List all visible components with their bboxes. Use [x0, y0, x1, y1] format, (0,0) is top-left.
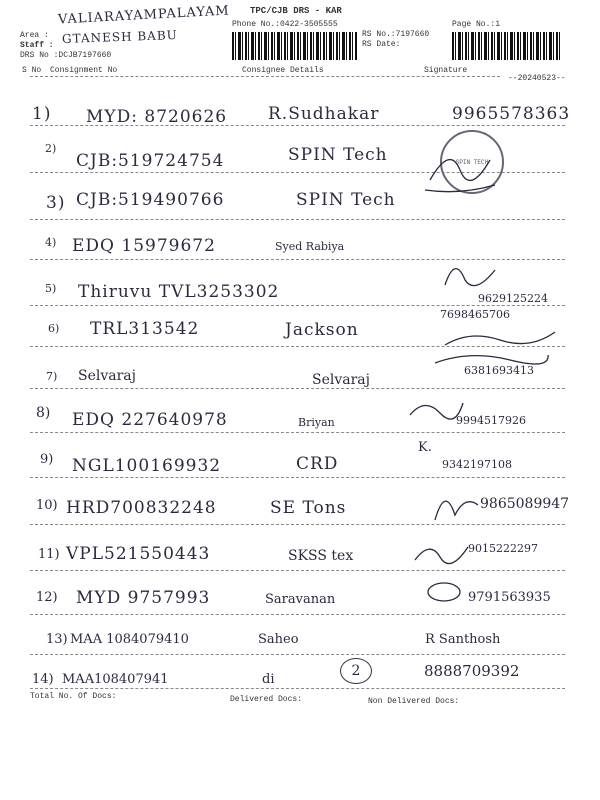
consignment-no: CJB:519724754 — [76, 151, 225, 171]
k-signature: K. — [418, 440, 432, 455]
row-number: 12) — [36, 590, 58, 605]
handwritten-area: VALIARAYAMPALAYAM — [57, 3, 230, 28]
consignee-name: Jackson — [285, 320, 359, 340]
col-consignment: Consignment No — [50, 66, 118, 75]
consignment-no: Selvaraj — [78, 368, 136, 384]
consignee-name: SPIN Tech — [288, 145, 388, 165]
phone-number: 9629125224 — [478, 292, 548, 305]
row-divider — [30, 688, 565, 689]
signature-scribble — [440, 255, 500, 295]
circled-number: 2 — [340, 658, 372, 684]
consignee-name: SPIN Tech — [296, 190, 396, 210]
phone-number: 9865089947 — [480, 496, 570, 512]
row-number: 13) — [46, 632, 68, 647]
row-number: 14) — [32, 672, 54, 687]
row-divider — [30, 219, 565, 220]
consignee-name: Selvaraj — [312, 372, 370, 388]
row-divider — [30, 614, 565, 615]
consignment-no: CJB:519490766 — [76, 190, 225, 210]
row-number: 10) — [36, 498, 58, 513]
consignee-name: Saheo — [258, 632, 299, 647]
non-delivered-docs: Non Delivered Docs: — [368, 697, 460, 706]
drs-title: TPC/CJB DRS - KAR — [250, 6, 342, 16]
delivered-docs: Delivered Docs: — [230, 695, 303, 704]
row-number: 11) — [38, 547, 60, 562]
row-number: 3) — [46, 193, 66, 213]
signature-scribble — [420, 140, 500, 200]
consignee-name: CRD — [296, 454, 339, 474]
row-divider — [30, 305, 565, 306]
col-signature: Signature — [424, 66, 468, 75]
consignment-no: HRD700832248 — [66, 498, 217, 518]
consignment-no: VPL521550443 — [66, 544, 211, 564]
signature-scribble — [422, 578, 472, 606]
row-number: 7) — [46, 370, 58, 383]
signature-scribble — [430, 345, 550, 370]
handwritten-staff: GTANESH BABU — [61, 27, 178, 47]
total-docs: Total No. Of Docs: — [30, 692, 117, 701]
staff-label: Staff : — [20, 41, 54, 50]
col-sno: S No — [22, 66, 42, 75]
page-number: Page No.:1 — [452, 20, 501, 29]
consignee-name: SKSS tex — [288, 548, 354, 564]
row-divider — [30, 654, 565, 655]
consignment-no: MAA 1084079410 — [70, 632, 189, 647]
row-number: 9) — [40, 452, 54, 467]
phone-number: 7698465706 — [440, 308, 510, 321]
consignment-no: MAA108407941 — [62, 672, 169, 687]
signature-name: R Santhosh — [425, 632, 501, 647]
consignment-no: NGL100169932 — [72, 456, 222, 476]
col-consignee: Consignee Details — [242, 66, 324, 75]
row-divider — [30, 477, 565, 478]
signature-scribble — [430, 485, 480, 525]
rs-date: RS Date: — [362, 40, 401, 49]
row-number: 2) — [45, 142, 57, 155]
phone-number: 9994517926 — [456, 414, 526, 427]
phone-number: 8888709392 — [424, 662, 520, 680]
signature-scribble — [410, 535, 470, 565]
row-number: 8) — [36, 405, 51, 421]
consignee-name: di — [262, 672, 275, 687]
signature-scribble — [405, 395, 465, 420]
row-number: 6) — [48, 322, 60, 335]
phone-number: 9015222297 — [468, 542, 538, 555]
phone-number: Phone No.:0422-3505555 — [232, 20, 338, 29]
drs-number: DRS No :DCJB7197660 — [20, 51, 112, 60]
consignment-no: MYD 9757993 — [76, 588, 211, 608]
phone-number: 9342197108 — [442, 458, 512, 471]
row-divider — [30, 125, 565, 126]
phone-number: 9791563935 — [468, 590, 551, 605]
barcode-right — [452, 32, 562, 60]
phone-number: 6381693413 — [464, 364, 534, 377]
stamp-text: SPIN TECH — [455, 158, 489, 166]
consignment-no: TRL313542 — [90, 319, 200, 339]
row-number: 4) — [45, 236, 57, 249]
row-divider — [30, 388, 565, 389]
report-date: --20240523-- — [508, 74, 566, 83]
row-divider — [30, 570, 565, 571]
consignee-name: SE Tons — [270, 498, 347, 518]
row-divider — [30, 524, 565, 525]
consignment-no: Thiruvu TVL3253302 — [78, 282, 280, 302]
consignee-name: R.Sudhakar — [268, 104, 380, 124]
consignee-name: Briyan — [298, 416, 335, 429]
consignee-name: Saravanan — [265, 592, 336, 607]
consignment-no: EDQ 227640978 — [72, 410, 228, 430]
phone-number: 9965578363 — [452, 104, 571, 124]
rs-number: RS No.:7197660 — [362, 30, 430, 39]
row-number: 5) — [45, 282, 57, 295]
consignment-no: MYD: 8720626 — [86, 107, 228, 127]
row-number: 1) — [32, 104, 52, 124]
area-label: Area : — [20, 31, 49, 40]
row-divider — [30, 432, 565, 433]
barcode-left — [232, 32, 357, 60]
header-divider — [30, 76, 500, 77]
consignee-name: Syed Rabiya — [275, 240, 345, 253]
consignment-no: EDQ 15979672 — [72, 236, 216, 256]
